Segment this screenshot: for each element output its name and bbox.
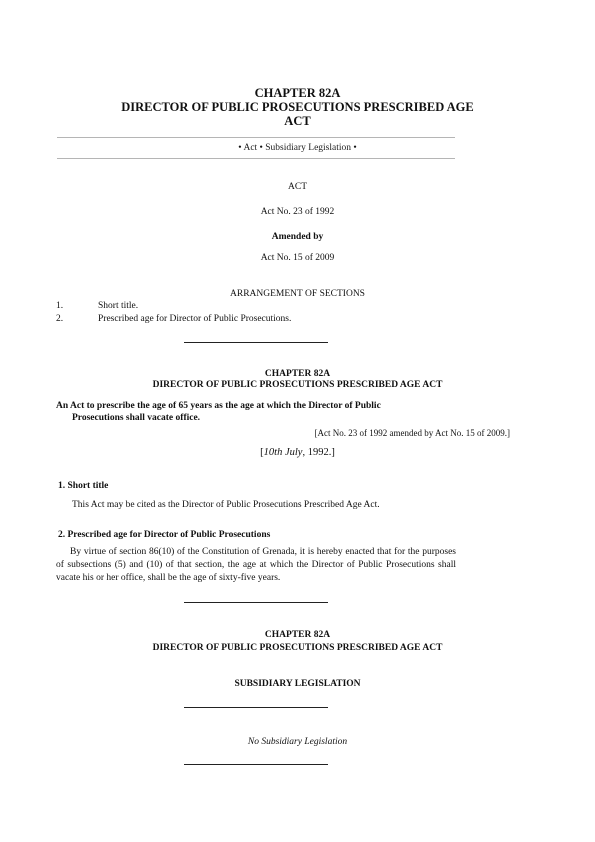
date-bracket-close: ] — [331, 447, 335, 458]
divider-nav — [57, 158, 455, 159]
no-subsidiary-text: No Subsidiary Legislation — [247, 737, 348, 747]
arrangement-item-number: 2. — [56, 314, 64, 324]
date-bracket-open: [ — [260, 447, 264, 458]
arrangement-item-link[interactable]: Short title. — [98, 301, 139, 311]
long-title — [56, 400, 466, 424]
date-rest: , 1992. — [302, 447, 332, 458]
arrangement-item-link[interactable]: Prescribed age for Director of Public Prosecutions. — [98, 314, 292, 324]
citation: [Act No. 23 of 1992 amended by Act No. 15 of 2009.] — [314, 428, 510, 438]
arrangement-item-number: 1. — [56, 301, 64, 311]
arrangement-heading: ARRANGEMENT OF SECTIONS — [230, 289, 365, 299]
subsidiary-heading: SUBSIDIARY LEGISLATION — [234, 679, 361, 689]
act-number: Act No. 23 of 1992 — [260, 207, 335, 217]
body-act-title: DIRECTOR OF PUBLIC PROSECUTIONS PRESCRIBED AGE ACT — [152, 380, 443, 390]
bullet-icon: • — [238, 143, 242, 153]
divider-short — [184, 764, 328, 765]
divider-top — [57, 137, 455, 138]
divider-short — [184, 602, 328, 603]
long-title-line2: Prosecutions shall vacate office. — [72, 413, 201, 423]
divider-short — [184, 707, 328, 708]
section-text: By virtue of section 86(10) of the Constitution of Grenada, it is hereby enacted that for the purposes of subsections (5) and (10) of that section, the age at which the Director of Public Prosecutions shall vacate his or her office, shall be the age of sixty-five years. — [56, 547, 456, 583]
subsidiary-act-title: DIRECTOR OF PUBLIC PROSECUTIONS PRESCRIBED AGE ACT — [152, 643, 443, 653]
section-heading: 2. Prescribed age for Director of Public Prosecutions — [58, 530, 271, 540]
subsidiary-legislation-link[interactable]: Subsidiary Legislation — [265, 143, 352, 153]
amendment-act: Act No. 15 of 2009 — [260, 253, 335, 263]
body-chapter-heading: CHAPTER 82A — [264, 369, 331, 379]
amended-by-label: Amended by — [271, 232, 324, 242]
bullet-icon: • — [353, 143, 357, 153]
commencement-date — [0, 447, 595, 458]
act-title-line1: DIRECTOR OF PUBLIC PROSECUTIONS PRESCRIBED AGE — [121, 100, 474, 114]
section-heading: 1. Short title — [58, 481, 109, 491]
bullet-icon: • — [259, 143, 263, 153]
chapter-heading: CHAPTER 82A — [254, 86, 341, 100]
long-title-line1: An Act to prescribe the age of 65 years as the age at which the Director of Public — [56, 401, 381, 411]
act-title-line2: ACT — [284, 114, 311, 128]
section-nav — [0, 142, 595, 154]
act-link[interactable]: Act — [243, 143, 258, 153]
divider-short — [184, 342, 328, 343]
act-heading: ACT — [288, 182, 307, 192]
subsidiary-chapter-heading: CHAPTER 82A — [264, 630, 331, 640]
section-text: This Act may be cited as the Director of Public Prosecutions Prescribed Age Act. — [72, 500, 380, 510]
date-italic: 10th July — [263, 447, 303, 458]
